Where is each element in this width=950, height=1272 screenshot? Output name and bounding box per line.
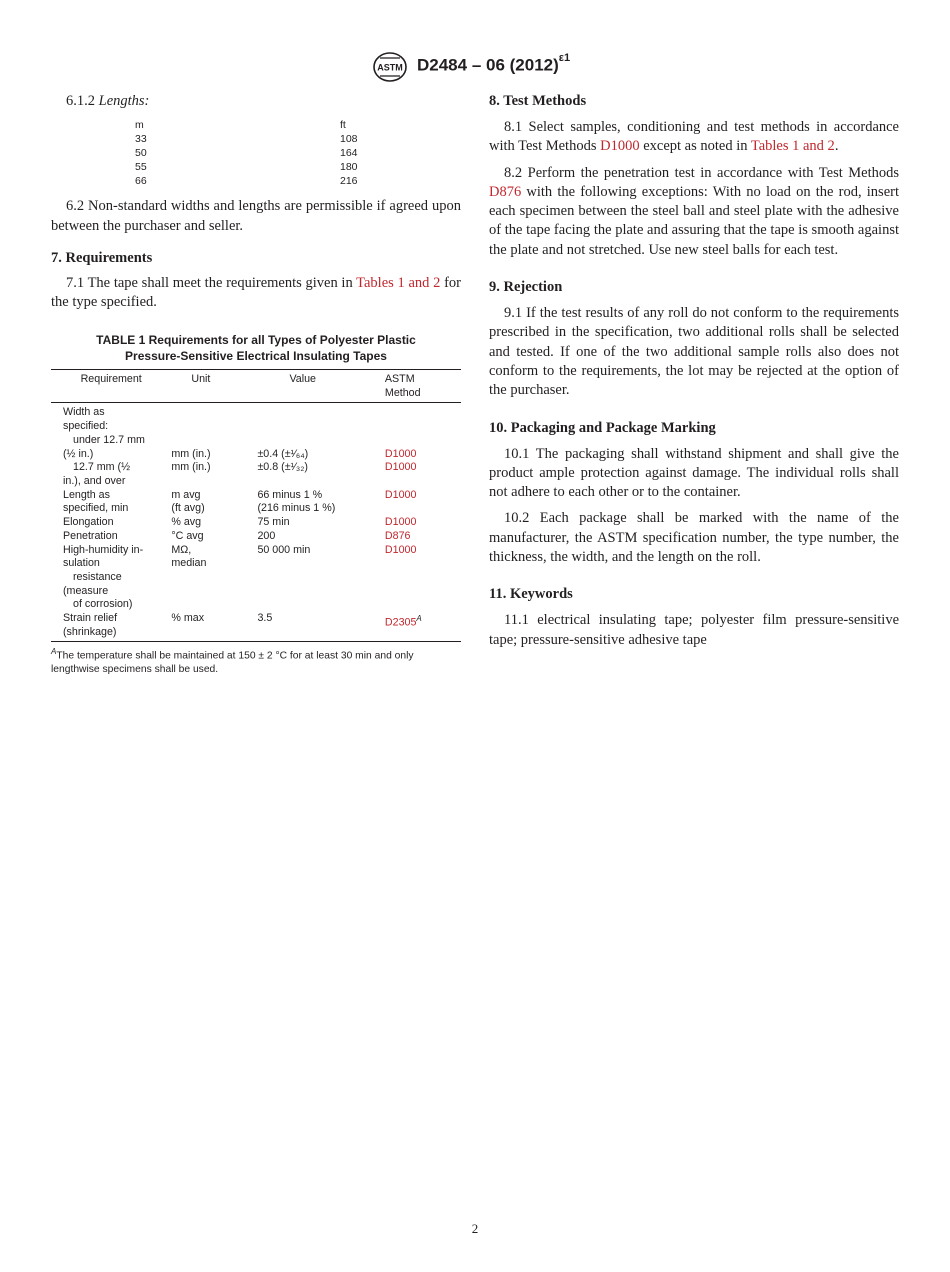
document-designation: D2484 – 06 $(2012)^{\varepsilon 1}$	[417, 52, 571, 75]
page-header	[0, 52, 950, 84]
cell: 55	[135, 161, 147, 174]
heading-8-test-methods: 8. Test Methods	[489, 93, 587, 109]
unit-high-humidity: MΩ, median	[171, 543, 207, 570]
cell: 180	[340, 161, 358, 174]
astm-logo-icon	[372, 52, 408, 82]
table-row	[51, 403, 461, 434]
left-column	[51, 92, 461, 677]
value-penetration: 200	[257, 529, 276, 542]
req-under: under 12.7 mm (½ in.)	[63, 433, 145, 460]
header-unit: Unit	[171, 370, 257, 403]
method-link[interactable]: D1000	[384, 488, 417, 501]
lengths-header-m: m	[135, 119, 144, 132]
method-link[interactable]: D876	[384, 529, 411, 542]
table-1	[51, 369, 461, 642]
footnote-marker: A	[416, 614, 422, 624]
table-1-caption-line-2: Pressure-Sensitive Electrical Insulating Tapes	[125, 348, 387, 363]
cell: 33	[135, 133, 147, 146]
d1000-link[interactable]: D1000	[600, 138, 640, 155]
table-row	[51, 516, 461, 530]
unit-over: mm (in.)	[171, 461, 211, 474]
method-link[interactable]: D1000	[384, 447, 417, 460]
cell: 50	[135, 147, 147, 160]
section-7-1: 7.1 The tape shall meet the requirements given in Tables 1 and 2 for the type specified.	[51, 274, 461, 311]
req-penetration: Penetration	[63, 529, 118, 542]
table-1-caption-line-1: TABLE 1 Requirements for all Types of Polyester Plastic	[96, 333, 416, 348]
lengths-header-ft: ft	[340, 119, 346, 132]
value-over: ±0.8 (±¹⁄₃₂)	[257, 461, 308, 474]
table-row	[135, 132, 358, 146]
req-width: Width as specified:	[63, 406, 109, 433]
section-9-1: 9.1 If the test results of any roll do not conform to the requirements prescribed in the specification, two additional rolls shall be selected and tested. If one of the two additional sample rolls also does not conform to the requirements, the lot may be rejected at the option of the purchaser.	[489, 305, 899, 399]
heading-7-requirements: 7. Requirements	[51, 249, 153, 266]
req-length: Length as specified, min	[63, 488, 129, 515]
value-under: ±0.4 (±¹⁄₆₄)	[257, 447, 309, 460]
epsilon-superscript: ε1	[558, 52, 571, 64]
tables-1-2-link[interactable]: Tables 1 and 2	[750, 138, 835, 155]
cell: 108	[340, 133, 358, 146]
table-row	[51, 489, 461, 516]
unit-length: m avg (ft avg)	[171, 488, 205, 515]
method-link[interactable]: D1000	[384, 461, 417, 474]
method-link[interactable]: D1000	[384, 516, 417, 529]
table-header-row	[51, 370, 461, 403]
section-8-2: 8.2 Perform the penetration test in accordance with Test Methods D876 with the following exceptions: With no load on the rod, insert each specimen between the steel ball and steel plate with the adhesive of the tape facing the plate and assuring that the tape is smooth against the plate and not stretched. Use new steel balls for each test.	[489, 164, 899, 258]
tables-1-2-link[interactable]: Tables 1 and 2	[356, 274, 441, 291]
table-row	[135, 146, 358, 160]
value-high-humidity: 50 000 min	[257, 543, 311, 556]
right-column	[489, 92, 899, 650]
table-row	[51, 530, 461, 544]
table-row	[135, 160, 358, 174]
unit-under: mm (in.)	[171, 447, 211, 460]
section-8-1: 8.1 Select samples, conditioning and test methods in accordance with Test Methods D1000 except as noted in Tables 1 and 2.	[489, 119, 899, 155]
table-1-footnote: $^A$The temperature shall be maintained at 150 ± 2 °C for at least 30 min and only lengthwise specimens shall be used.	[51, 647, 414, 676]
method-link[interactable]: D2305	[384, 616, 417, 629]
astm-logo-text: ASTM	[377, 62, 403, 73]
req-high-humidity: High-humidity in- sulation resistance (measure of corrosion)	[63, 543, 144, 611]
value-elongation: 75 min	[257, 516, 290, 529]
req-elongation: Elongation	[63, 516, 114, 529]
d876-link[interactable]: D876	[489, 183, 522, 200]
section-10-2: 10.2 Each package shall be marked with the name of the manufacturer, the ASTM specification number, the type number, the thickness, the width, and the length on the roll.	[489, 510, 899, 566]
value-strain-relief: 3.5	[257, 612, 273, 625]
table-row	[51, 434, 461, 461]
cell: 216	[340, 175, 358, 188]
heading-10-packaging: 10. Packaging and Package Marking	[489, 419, 716, 436]
section-6-1-2: 6.1.2 Lengths:	[66, 93, 150, 109]
table-row	[51, 612, 461, 642]
unit-penetration: °C avg	[171, 529, 204, 542]
req-over: 12.7 mm (½ in.), and over	[63, 461, 131, 487]
footnote-marker: A	[51, 647, 57, 657]
heading-11-keywords: 11. Keywords	[489, 586, 573, 603]
table-row	[51, 544, 461, 613]
method-link[interactable]: D1000	[384, 543, 417, 556]
table-row	[135, 174, 358, 188]
page-number: 2	[471, 1221, 479, 1236]
req-strain-relief: Strain relief (shrinkage)	[63, 612, 118, 638]
cell: 66	[135, 175, 147, 188]
cell: 164	[340, 147, 358, 160]
method-strain-relief	[385, 612, 461, 642]
unit-elongation: % avg	[171, 516, 202, 529]
value-length: 66 minus 1 % (216 minus 1 %)	[257, 488, 336, 515]
unit-strain-relief: % max	[171, 612, 205, 625]
table-row	[51, 461, 461, 488]
section-11-1: 11.1 electrical insulating tape; polyester film pressure-sensitive tape; pressure-sensitive adhesive tape	[489, 612, 899, 648]
table-1-caption	[51, 333, 461, 364]
section-10-1: 10.1 The packaging shall withstand shipment and shall give the product ample protection against damage. The individual rolls shall not adhere to each other or to the container.	[489, 445, 899, 501]
header-method: ASTM Method	[385, 370, 461, 403]
lengths-table	[135, 118, 358, 188]
header-value: Value	[257, 370, 384, 403]
heading-9-rejection: 9. Rejection	[489, 279, 563, 296]
header-requirement: Requirement	[51, 370, 171, 403]
section-6-2: 6.2 Non-standard widths and lengths are permissible if agreed upon between the purchaser and seller.	[51, 198, 461, 234]
table-row	[135, 118, 358, 132]
